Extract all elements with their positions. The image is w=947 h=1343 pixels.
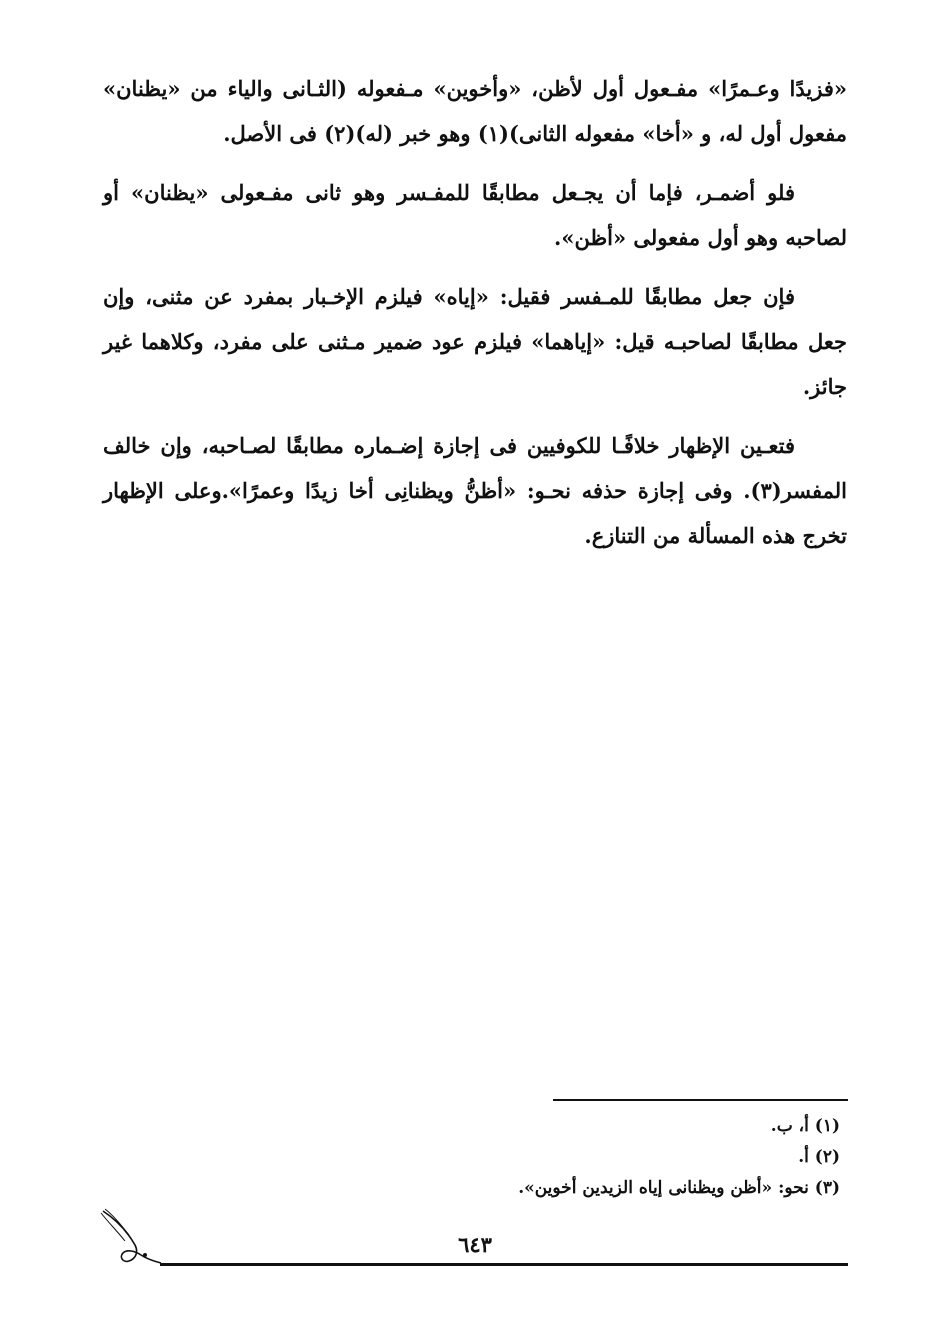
paragraph-3: فإن جعل مطابقًا للمـفسر فقيل: «إياه» فيلزم الإخـبار بمفرد عن مثنى، وإن جعل مطابقًا لصاحبـه قيل: «إياهما» فيلزم عود ضمير مـثنى على مفرد، وكلاهما غير جائز. bbox=[103, 284, 847, 399]
page-number: ٦٤٣ bbox=[458, 1232, 492, 1257]
bottom-rule bbox=[160, 1263, 848, 1266]
paragraph-4: فتعـين الإظهار خلافًـا للكوفيين فى إجازة إضـماره مطابقًا لصـاحبه، وإن خالف المفسر(٣). وفى إجازة حذفه نحـو: «أظنُّ ويظنانِى أخا زيدًا وعمرًا».وعلى الإظهار تخرج هذه المسألة من التنازع. bbox=[103, 433, 847, 548]
paragraph-1: «فزيدًا وعـمرًا» مفـعول أول لأظن، «وأخوين» مـفعوله (الثـانى والياء من «يظنان» مفعول أول له، و «أخا» مفعوله الثانى)(١) وهو خبر (له)(٢) فى الأصل. bbox=[103, 76, 847, 146]
footnote-separator bbox=[553, 1099, 848, 1101]
footnote-1: (١) أ، ب. bbox=[770, 1116, 840, 1136]
footnotes bbox=[420, 1111, 840, 1204]
footnote-3: (٣) نحو: «أظن ويظنانى إياه الزيدين أخوين». bbox=[518, 1178, 840, 1198]
footnote-2: (٢) أ. bbox=[798, 1147, 840, 1167]
paragraph-2: فلو أضمـر، فإما أن يجـعل مطابقًا للمفـسر وهو ثانى مفـعولى «يظنان» أو لصاحبه وهو أول مفعولى «أظن». bbox=[103, 180, 847, 250]
main-text bbox=[103, 66, 847, 572]
